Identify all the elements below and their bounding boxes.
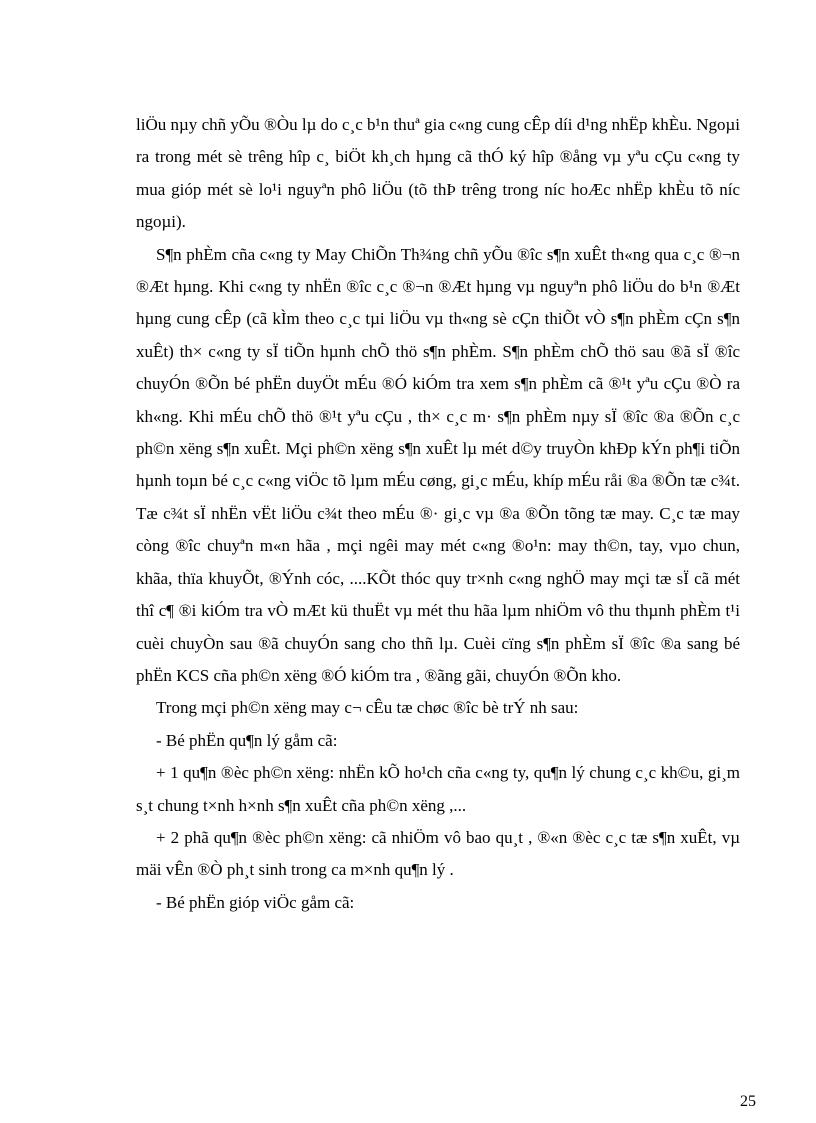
body-text xyxy=(136,109,740,919)
list-item-support: - Bé phËn gióp viÖc gåm cã: xyxy=(156,892,355,912)
paragraph-production-process: S¶n phÈm cña c«ng ty May ChiÕn Th¾ng chñ yÕu ®îc s¶n xuÊt th«ng qua c¸c ®¬n ®Æt hµng. Khi c«ng ty nhËn ®îc c¸c ®¬n ®Æt hµng vµ nguyªn phô liÖu do b¹n ®Æt hµng cung cÊp (cã kÌm theo c¸c tµi liÖu vµ th«ng sè cÇn thiÕt vÒ s¶n phÈm cÇn s¶n xuÊt) th× c«ng ty sÏ tiÕn hµnh chÕ thö s¶n phÈm. S¶n phÈm chÕ thö sau ®ã sÏ ®îc chuyÓn ®Õn bé phËn duyÖt mÉu ®Ó kiÓm tra xem s¶n phÈm cã ®¹t yªu cÇu ®Ò ra kh«ng. Khi mÉu chÕ thö ®¹t yªu cÇu , th× c¸c m· s¶n phÈm nµy sÏ ®îc ®a ®Õn c¸c ph©n xëng s¶n xuÊt. Mçi ph©n xëng s¶n xuÊt lµ mét d©y truyÒn khÐp kÝn ph¶i tiÕn hµnh toµn bé c¸c c«ng viÖc tõ lµm mÉu cøng, gi¸c mÉu, khíp mÉu råi ®a ®Õn tæ c¾t. Tæ c¾t sÏ nhËn vËt liÖu c¾t theo mÉu ®· gi¸c vµ ®a ®Õn tõng tæ may. C¸c tæ may còng ®îc chuyªn m«n hãa , mçi ngêi may mét c«ng ®o¹n: may th©n, tay, vµo chun, khãa, thïa khuyÕt, ®Ýnh cóc, ....KÕt thóc quy tr×nh c«ng nghÖ may mçi tæ sÏ cã mét thî c¶ ®i kiÓm tra vÒ mÆt kü thuËt vµ mét thu hãa lµm nhiÖm vô thu thµnh phÈm t¹i cuèi chuyÒn sau ®ã chuyÓn sang cho thñ lµ. Cuèi cïng s¶n phÈm sÏ ®îc ®a sang bé phËn KCS cña ph©n xëng ®Ó kiÓm tra , ®ãng gãi, chuyÓn ®Õn kho. xyxy=(136,244,740,685)
paragraph-workshop-structure: Trong mçi ph©n xëng may c¬ cÊu tæ chøc ®îc bè trÝ nh sau: xyxy=(156,698,579,718)
paragraph-continuation: liÖu nµy chñ yÕu ®Òu lµ do c¸c b¹n thuª gia c«ng cung cÊp díi d¹ng nhËp khÈu. Ngoµi ra trong mét sè trêng hîp c¸ biÖt kh¸ch hµng cã thÓ ký hîp ®ång vµ yªu cÇu c«ng ty mua gióp mét sè lo¹i nguyªn phô liÖu (tõ thÞ trêng trong níc hoÆc nhËp khÈu tõ níc ngoµi). xyxy=(136,115,740,232)
list-item-management: - Bé phËn qu¶n lý gåm cã: xyxy=(156,730,338,750)
list-item-deputy-foreman: + 2 phã qu¶n ®èc ph©n xëng: cã nhiÖm vô bao qu¸t , ®«n ®èc c¸c tæ s¶n xuÊt, vµ mäi vÊn ®Ò ph¸t sinh trong ca m×nh qu¶n lý . xyxy=(136,827,740,880)
page-number: 25 xyxy=(740,1093,756,1110)
list-item-foreman: + 1 qu¶n ®èc ph©n xëng: nhËn kÕ ho¹ch cña c«ng ty, qu¶n lý chung c¸c kh©u, gi¸m s¸t chung t×nh h×nh s¶n xuÊt cña ph©n xëng ,... xyxy=(136,763,740,815)
